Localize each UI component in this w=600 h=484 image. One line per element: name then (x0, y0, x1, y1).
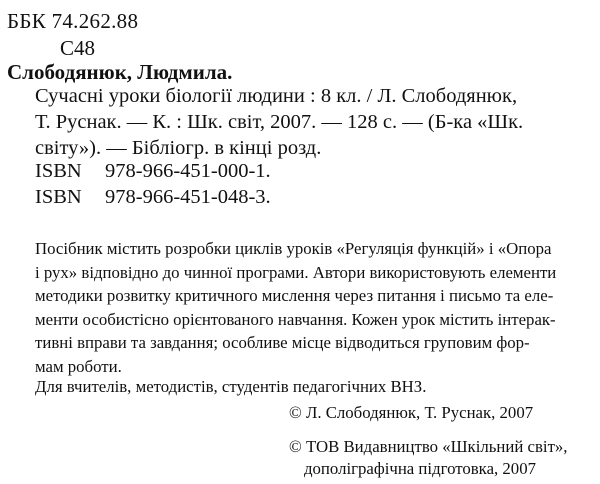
annotation-line: і рух» відповідно до чинної програми. Автори використовують елементи (35, 262, 557, 282)
isbn-value: 978-966-451-048-3. (105, 186, 271, 208)
copyright-publisher-line: © ТОВ Видавництво «Шкільний світ», (289, 437, 568, 456)
annotation-line: менти особистісно орієнтованого навчання. Кожен урок містить інтерак- (35, 309, 556, 329)
isbn-line (35, 160, 271, 183)
copyright-publisher (289, 436, 568, 480)
bbk-code: ББК 74.262.88 (7, 9, 139, 33)
author-index: С48 (60, 36, 96, 60)
copyright-publisher-line: дополіграфічна підготовка, 2007 (304, 459, 536, 478)
bibliographic-description (35, 83, 595, 161)
isbn-line (35, 186, 271, 209)
copyright-authors: © Л. Слободянюк, Т. Руснак, 2007 (289, 403, 534, 422)
description-line: Т. Руснак. — К. : Шк. світ, 2007. — 128 с. — (Б-ка «Шк. (35, 111, 524, 133)
annotation-paragraph (35, 237, 595, 378)
isbn-label: ISBN (35, 186, 82, 208)
isbn-value: 978-966-451-000-1. (105, 160, 271, 182)
author-heading: Слободянюк, Людмила. (7, 60, 233, 84)
description-line: Сучасні уроки біології людини : 8 кл. / Л. Слободянюк, (35, 85, 518, 107)
isbn-label: ISBN (35, 160, 82, 182)
annotation-line: тивні вправи та завдання; особливе місце відводиться груповим фор- (35, 333, 530, 352)
annotation-line: Посібник містить розробки циклів уроків «Регуляція функцій» і «Опора (35, 239, 552, 258)
description-line: світу»). — Бібліогр. в кінці розд. (35, 137, 322, 159)
annotation-line: мам роботи. (35, 356, 122, 376)
audience-note: Для вчителів, методистів, студентів педагогічних ВНЗ. (35, 377, 427, 396)
annotation-line: методики розвитку критичного мислення через питання і письмо та еле- (35, 286, 554, 305)
